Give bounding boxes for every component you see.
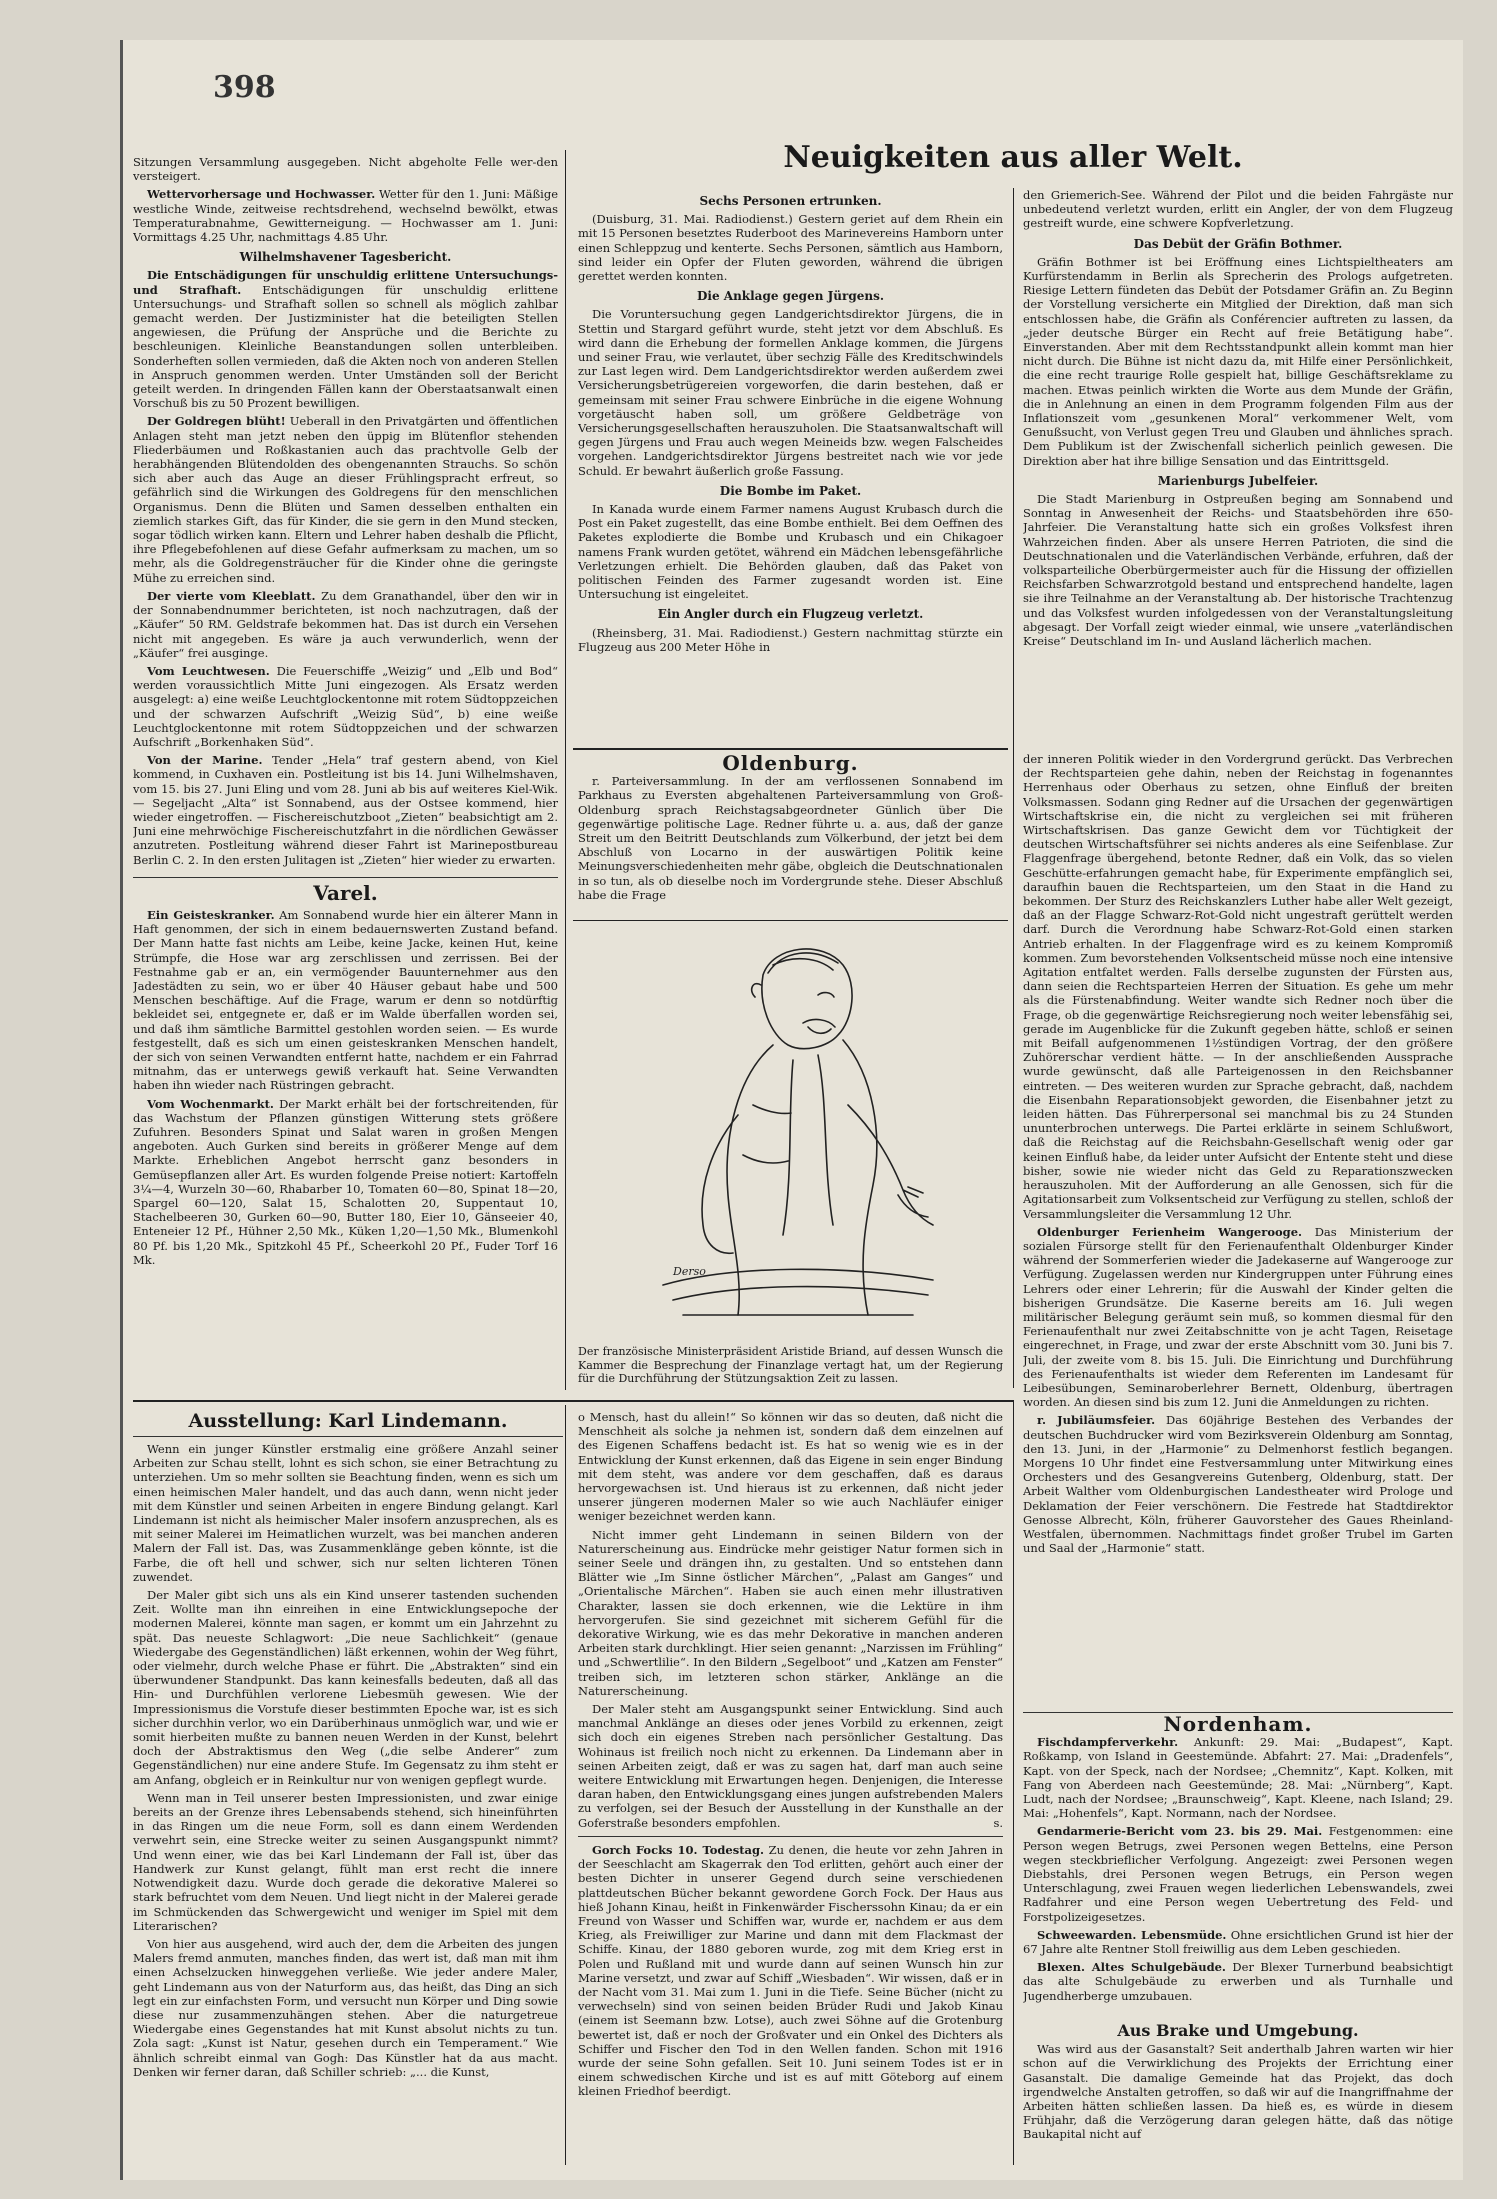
column-right-mid: [1023, 752, 1453, 1707]
ausstellung-p4: Von hier aus ausgehend, wird auch der, dem die Arbeiten des jungen Malers fremd anmuten, manches finden, das wert ist, daß man mit ihm einen Achselzucken hinweggehen verließe. Wie jeder andere Maler, geht Lindemann aus von der Naturform aus, das heißt, das Ding an sich legt ein zur einfachsten Form, und versucht nun Körper und Ding sowie diese nur zusammenzuhängen stehen. Aber die naturgetreue Wiedergabe eines Gegenstandes hat mit Kunst absolut nichts zu tun. Zola sagt: „Kunst ist Natur, gesehen durch ein Temperament.“ Wie ähnlich schreibt einmal van Gogh: Das Künstler hat da aus macht. Denken wir ferner daran, daß Schiller schrieb: „... die Kunst,: [133, 1936, 558, 2079]
ausstellung-p7-text: Der Maler steht am Ausgangspunkt seiner Entwicklung. Sind auch manchmal Anklänge an dieses oder jenes Vorbild zu erkennen, zeigt sich doch ein eigenes Streben nach persönlicher Gestaltung. Das Wohinaus ist freilich noch nicht zu erkennen. Da Lindemann aber in seinen Arbeiten zeigt, daß er was zu sagen hat, darf man auch seine weitere Entwicklung mit Erwartungen hegen. Denjenigen, die Interesse daran haben, den Entwicklungsgang eines jungen aufstrebenden Malers zu verfolgen, sei der Besuch der Ausstellung in der Kunsthalle an der Goferstraße besonders empfohlen.: [578, 1702, 1003, 1830]
entschaedigung-item: [133, 268, 558, 410]
blexen-text: Der Blexer Turnerbund beabsichtigt das alte Schulgebäude zu erwerben und als Turnhalle und Jugendherberge umzubauen.: [1023, 1960, 1453, 2003]
oldenburg-text: r. Parteiversammlung. In der am verflossenen Sonnabend im Parkhaus zu Eversten abgehaltenen Parteiversammlung von Groß-Oldenburg sprach Reichstagsabgeordneter Günlich über Die gegenwärtige politische Lage. Redner führte u. a. aus, daß der ganze Streit um den Beitritt Deutschlands zum Völkerbund, der jetzt bei dem Abschluß von Locarno in der auswärtigen Politik keine Meinungsverschiedenheiten mehr gäbe, obgleich die Deutschnationalen in so tun, als ob dieselbe noch im Vordergrunde stehe. Dieser Abschluß habe die Frage: [578, 774, 1003, 902]
column-divider: [565, 1405, 566, 2165]
kleeblatt-item: [133, 589, 558, 660]
bombe-text: In Kanada wurde einem Farmer namens August Krubasch durch die Post ein Paket zugestellt, das eine Bombe enthielt. Bei dem Oeffnen des Paketes explodierte die Bombe und Krubasch und ein Chikagoer namens Frank wurden getötet, während ein Mädchen lebensgefährliche Verletzungen erhielt. Die Behörden glauben, daß das Paket von politischen Feinden des Farmer zugesandt worden ist. Eine Untersuchung ist eingeleitet.: [578, 502, 1003, 602]
cartoon-moustache: [803, 1020, 835, 1034]
blexen-item: [1023, 1960, 1453, 2003]
leuchtwesen-text: Die Feuerschiffe „Weizig“ und „Elb und Bod“ werden voraussichtlich Mitte Juni eingezogen. Als Ersatz werden ausgelegt: a) eine weiße Leuchtglockentonne mit rotem Südtoppzeichen und der schwarzen Aufschrift „Weizig Süd“, b) eine weiße Leuchtglockentonne mit rotem Südtoppzeichen und der schwarzen Aufschrift „Borkenhaken Süd“.: [133, 663, 558, 749]
kleeblatt-lead: Der vierte vom Kleeblatt.: [147, 588, 316, 603]
geisteskranker-item: [133, 908, 558, 1093]
oldenburg-bottom-rule: [573, 920, 1008, 921]
kleeblatt-text: Zu dem Granathandel, über den wir in der Sonnabendnummer berichteten, ist noch nachzutragen, daß der „Käufer“ 50 RM. Geldstrafe bekommen hat. Das ist durch ein Versehen nicht mit angegeben. Es wäre ja auch verwunderlich, wenn der „Käufer“ frei ausginge.: [133, 588, 558, 660]
cartoon-eye: [818, 993, 834, 997]
cartoon-caption: Der französische Ministerpräsident Aristide Briand, auf dessen Wunsch die Kammer die Besprechung der Finanzlage vertagt hat, um der Regierung für die Durchführung der Stützungsaktion Zeit zu lassen.: [578, 1345, 1003, 1385]
cartoon-arm: [848, 1105, 933, 1225]
nordenham-heading: Nordenham.: [1023, 1712, 1453, 1735]
anklage-text: Die Voruntersuchung gegen Landgerichtsdirektor Jürgens, die in Stettin und Stargard geführt wurde, steht jetzt vor dem Abschluß. Es wird dann die Erhebung der formellen Anklage kommen, die Jürgens und seiner Frau, wie verlautet, über sechzig Fälle des Kreditschwindels zur Last legen wird. Dem Landgerichtsdirektor werden außerdem zwei Versicherungsbetrügereien vorgeworfen, die darin bestehen, daß er gemeinsam mit seiner Frau schwere Einbrüche in die eigene Wohnung vorgetäuscht haben soll, um größere Geldbeträge von Versicherungsgesellschaften herauszuholen. Die Staatsanwaltschaft will gegen Jürgens und Frau auch wegen Meineids bzw. wegen Falscheides vorgehen. Landgerichtsdirektor Jürgens bestreitet nach wie vor jede Schuld. Er bewahrt äußerlich große Fassung.: [578, 307, 1003, 478]
brake-text: Was wird aus der Gasanstalt? Seit anderthalb Jahren warten wir hier schon auf die Verwirklichung des Projekts der Errichtung einer Gasanstalt. Die damalige Gemeinde hat das Projekt, das doch irgendwelche Anstalten getroffen, so daß wir auf die Inangriffnahme der Arbeiten hätten schließen lassen. Da hieß es, es würde in diesem Frühjahr, daß die Verzögerung daran gelegen hätte, daß das nötige Baukapital nicht auf: [1023, 2042, 1453, 2142]
angler-text: (Rheinsberg, 31. Mai. Radiodienst.) Gestern nachmittag stürzte ein Flugzeug aus 200 Meter Höhe in: [578, 625, 1003, 654]
cartoon-coat-lines: [743, 1055, 833, 1235]
jubilaeum-lead: r. Jubiläumsfeier.: [1037, 1413, 1156, 1428]
debut-heading: Das Debüt der Gräfin Bothmer.: [1133, 236, 1343, 251]
goldregen-text: Ueberall in den Privatgärten und öffentlichen Anlagen steht man jetzt neben den üppig im Blütenflor stehenden Fliederbäumen und Roßkastanien auch das prachtvolle Gelb der herabhängenden Blütendolden des obengenannten Strauchs. So schön sich aber auch das Auge an dieser Frühlingspracht erfreut, so gefährlich sind die Wirkungen des Goldregens für den menschlichen Organismus. Denn die Blüten und Samen desselben enthalten ein ziemlich starkes Gift, das für Kinder, die sie gern in den Mund stecken, sogar tödlich wirken kann. Eltern und Lehrer haben deshalb die Pflicht, ihre Pflegebefohlenen auf diese Gefahr aufmerksam zu machen, um so mehr, als die Goldregensträucher für die Kinder ohne die geringste Mühe zu erreichen sind.: [133, 414, 558, 585]
jubilaeum-item: [1023, 1413, 1453, 1555]
ausstellung-signature: s.: [993, 1815, 1003, 1830]
ausstellung-heading: Ausstellung: Karl Lindemann.: [133, 1410, 563, 1437]
marine-item: [133, 753, 558, 867]
ausstellung-p6: Nicht immer geht Lindemann in seinen Bildern von der Naturerscheinung aus. Eindrücke mehr geistiger Natur formen sich in seiner Seele und drängen ihn, zu gestalten. Und so entstehen dann Blätter wie „Im Sinne östlicher Märchen“, „Palast am Ganges“ und „Orientalische Märchen“. Haben sie auch einen mehr illustrativen Charakter, lassen sie doch erkennen, wie die Lektüre in ihm hervorgerufen. Sie sind gezeichnet mit sicherem Gefühl für die dekorative Wirkung, wie es das mehr Dekorative in manchen anderen Arbeiten stark durchklingt. Hier seien genannt: „Narzissen im Frühling“ und „Schwertlilie“. In den Bildern „Segelboot“ und „Katzen am Fenster“ treiben sich, im letzteren schon stärker, Anklänge an die Naturerscheinung.: [578, 1527, 1003, 1698]
debut-text: Gräfin Bothmer ist bei Eröffnung eines Lichtspieltheaters am Kurfürstendamm in Berlin als Sprecherin des Prologs aufgetreten. Riesige Lettern fündeten das Debüt der Potsdamer Gräfin an. Zu Beginn der Vorstellung versicherte ein Mitglied der Direktion, daß man sich entschlossen habe, die Gräfin als Conférencier auftreten zu lassen, da „jeder deutsche Bürger ein Recht auf freie Betätigung habe“. Einverstanden. Aber mit dem Rechtsstandpunkt allein kommt man hier nicht durch. Die Bühne ist nicht dazu da, mit Hilfe einer Persönlichkeit, die eine recht traurige Rolle gespielt hat, billige Geschäftsreklame zu machen. Etwas peinlich wirkten die Worte aus dem Munde der Gräfin, die in Anlehnung an einen in dem Programm folgenden Film aus der Inflationszeit vom „gesunkenen Moral“ verkommener Welt, vom Genußsucht, von Verlust gegen Treu und Glauben und ähnliches sprach. Dem Publikum ist der Zwischenfall sicherlich peinlich gewesen. Die Direktion aber hat ihre billige Sensation und das Eintrittsgeld.: [1023, 254, 1453, 468]
gendarmerie-item: [1023, 1824, 1453, 1923]
schweewarden-item: [1023, 1928, 1453, 1956]
weather-text: Wetter für den 1. Juni: Mäßige westliche Winde, zeitweise rechtsdrehend, wechselnd bewölkt, etwas Temperaturabnahme, Gewitterneigung. — Hochwasser am 1. Juni: Vormittags 4.25 Uhr, nachmittags 4.85 Uhr.: [133, 187, 558, 245]
leuchtwesen-lead: Vom Leuchtwesen.: [147, 663, 270, 678]
column-neuigkeiten: [578, 188, 1003, 738]
parteiversammlung-continued: der inneren Politik wieder in den Vordergrund gerückt. Das Verbrechen der Rechtsparteien gehe dahin, neben der Reichstag in fogenanntes Herrenhaus oder Oberhaus zu setzen, ohne Einfluß der breiten Volksmassen. Sodann ging Redner auf die Ursachen der gegenwärtigen Wirtschaftskrise ein, die nicht zu vergleichen sei mit früheren Wirtschaftskrisen. Das ganze Gewicht dem vor Tüchtigkeit der deutschen Wirtschaftsführer sei nichts anderes als eine Seifenblase. Zur Flaggenfrage übergehend, betonte Redner, daß ein Volk, das so vielen Geschütte-erfahrungen gemacht habe, für Experimente empfänglich sei, daraufhin bauen die Rechtsparteien, um den Staat in die Hand zu bekommen. Der Sturz des Reichskanzlers Luther habe aller Welt gezeigt, daß an der Flagge Schwarz-Rot-Gold nicht ungestraft gerüttelt werden darf. Durch die Verordnung habe Schwarz-Rot-Gold einen starken Antrieb erhalten. In der Flaggenfrage wird es zu keinem Kompromiß kommen. Zum bevorstehenden Volksentscheid müsse noch eine intensive Agitation entfaltet werden. Falls derselbe zugunsten der Fürsten aus, dann seien die Rechtsparteien Herren der Situation. Es gehe um mehr als die Fürstenabfindung. Weiter wandte sich Redner noch über die Frage, ob die gegenwärtige Reichsregierung noch weiter lebensfähig sei, gerade im Augenblicke für die Zukunft gegeben hätte, schloß er seinen mit Beifall aufgenommenen 1½stündigen Vortrag, der den größere Zuhörerschar verdient hätte. — In der anschließenden Aussprache wurde gewünscht, daß alle Parteigenossen in den Reichsbanner eintreten. — Des weiteren wurden zur Sprache gebracht, daß, nachdem die Eisenbahn Reparationsobjekt geworden, die Eisenbahner jetzt zu leiden hätten. Das Führerpersonal sei manchmal bis zu 24 Stunden ununterbrochen unterwegs. Die Partei erklärte in seinem Schlußwort, daß die Reichstag auf die Reichsbahn-Gesellschaft wenig oder gar keinen Einfluß habe, da leider unter Aufsicht der Entente steht und diese bisher, sowie nie wieder nicht das Geld zu Reparationszwecken herauszuholen. Mit der Aufforderung an alle Genossen, sich für die Agitationsarbeit zum Volksentscheid zur Verfügung zu stellen, schloß der Versammlungsleiter die Versammlung 12 Uhr.: [1023, 752, 1453, 1221]
ferienheim-lead: Oldenburger Ferienheim Wangerooge.: [1037, 1224, 1303, 1239]
cartoon-body: [727, 1040, 877, 1315]
goldregen-item: [133, 414, 558, 584]
marine-text: Tender „Hela“ traf gestern abend, von Kiel kommend, in Cuxhaven ein. Postleitung ist bis 14. Juni Wilhelmshaven, vom 15. bis 27. Juni Eling und vom 28. Juni ab bis auf weiteres Kiel-Wik. — Segeljacht „Alta“ ist Sonnabend, aus der Ostsee kommend, hier wieder eingetroffen. — Fischereischutzboot „Zieten“ beabsichtigt am 2. Juni eine mehrwöchige Fischereischutzfahrt in die nördlichen Gewässer anzutreten. Postleitung während dieser Fahrt ist Marinepostbureau Berlin C. 2. In den ersten Julitagen ist „Zieten“ hier wieder zu erwarten.: [133, 753, 558, 867]
ausstellung-p2: Der Maler gibt sich uns als ein Kind unserer tastenden suchenden Zeit. Wollte man ihn einreihen in eine Entwicklungsepoche der modernen Malerei, könnte man sagen, er kommt um ein Jahrzehnt zu spät. Das neueste Schlagwort: „Die neue Sachlichkeit“ (genaue Wiedergabe des Gegenständlichen) läßt erkennen, wohin der Weg führt, oder vielmehr, durch welche Phase er führt. Die „Abstrakten“ sind ein überwundener Standpunkt. Das kann keinesfalls bedeuten, daß all das Hin- und Durchfühlen verlorene Liebesmüh gewesen. Wie der Impressionismus die Vorstufe dieser bestimmten Epoche war, ist es sich sicher durchhin verlor, wo ein Darüberhinaus unmöglich war, und wie er somit hierbeiten mußte zu bannen neuen Werden in der Kunst, belehrt doch der Abstraktismus den Weg („die selbe Anderer“ zum Gegenständlichen) nur eine andere Stufe. Im Gegensatz zu ihm steht er am Anfang, obgleich er in Reinkultur nur von wenigen gepflegt wurde.: [133, 1588, 558, 1787]
column-left: [133, 155, 558, 1385]
geisteskranker-lead: Ein Geisteskranker.: [147, 907, 275, 922]
anklage-heading: Die Anklage gegen Jürgens.: [696, 289, 885, 304]
schweewarden-lead: Schweewarden. Lebensmüde.: [1037, 1927, 1227, 1942]
gorch-text: Zu denen, die heute vor zehn Jahren in der Seeschlacht am Skagerrak den Tod erlitten, gehört auch einer der besten Dichter in unserer Gegend durch seine verschiedenen plattdeutschen Bücher bekannt gewordene Gorch Fock. Der Haus aus hieß Johann Kinau, heißt in Finkenwärder Fischerssohn Kinau; da er ein Freund von Wasser und Schiffen war, wurde er, nachdem er aus dem Krieg, als Freiwilliger zur Marine und dann mit dem Flackmast der Schiffe. Kinau, der 1880 geboren wurde, zog mit dem Krieg erst in Polen und Rußland mit und wurde dann auf seinen Wunsch hin zur Marine versetzt, und zwar auf Schiff „Wiesbaden“. Wir wissen, daß er in der Nacht vom 31. Mai zum 1. Juni in die Tiefe. Seine Bücher (nicht zu verwechseln) sind von seinen beiden Brüder Rudi und Jakob Kinau (einem ist Seemann bzw. Lotse), auch zwei Söhne auf die Grotenburg bewertet ist, daß er noch der Großvater und ein Onkel des Dichters als Schiffer und Fischer den Tod in den Wellen fanden. Schon mit 1916 wurde der seine Sohn gefallen. Seit 10. Juni seinem Todes ist er in einem schwedischen Kirche und ist es auf mitt Göteborg auf einem kleinen Friedhof beerdigt.: [578, 1842, 1003, 2099]
ausstellung-p1: Wenn ein junger Künstler erstmalig eine größere Anzahl seiner Arbeiten zur Schau stellt, lohnt es sich schon, sie einer Betrachtung zu unterziehen. Um so mehr sollten sie Beachtung finden, wenn es sich um einen heimischen Maler handelt, und das auch dann, wenn nicht jeder mit dem Künstler und seinen Arbeiten in engere Bindung gelangt. Karl Lindemann ist nicht als heimischer Maler insofern anzusprechen, als es mit seiner Malerei im Heimatlichen wurzelt, was bei manchen anderen Malern der Fall ist. Das, was Zusammenklänge geben könnte, ist die Farbe, die oft hell und schwer, sich nur selten lichteren Tönen zuwendet.: [133, 1442, 558, 1584]
intro-text: Sitzungen Versammlung ausgegeben. Nicht abgeholte Felle wer-den versteigert.: [133, 155, 558, 184]
neuigkeiten-heading: Neuigkeiten aus aller Welt.: [783, 140, 1243, 175]
entschaedigung-lead: Die Entschädigungen für unschuldig erlittene Untersuchungs- und Strafhaft.: [133, 268, 558, 297]
section-rule: [133, 1400, 1013, 1402]
column-divider: [1013, 188, 1014, 1388]
cartoon-signature: Derso: [673, 1265, 706, 1278]
fischdampfer-lead: Fischdampferverkehr.: [1037, 1735, 1179, 1750]
gorch-item: [578, 1843, 1003, 2099]
ausstellung-p3: Wenn man in Teil unserer besten Impressionisten, und zwar einige bereits an der Grenze ihres Lebensabends stehend, sich hineinführten in das Ringen um die neue Form, soll es dann einem Werdenden verwehrt sein, eine Strecke weiter zu seinen Ausgangspunkt nimmt? Und wenn einer, wie das bei Karl Lindemann der Fall ist, über das Handwerk zur Kunst gelangt, fühlt man erst recht die innere Notwendigkeit dazu. Wurde doch gerade die dekorative Malerei so stark befruchtet vom dem Neuen. Und liegt nicht in der Malerei gerade im Schmückenden das Schwergewicht und weniger im Spiel mit dem Literarischen?: [133, 1790, 558, 1933]
marine-lead: Von der Marine.: [147, 753, 263, 768]
sechs-heading: Sechs Personen ertrunken.: [699, 194, 882, 208]
marienburg-text: Die Stadt Marienburg in Ostpreußen beging am Sonnabend und Sonntag in Anwesenheit der Reichs- und Staatsbehörden ihre 650-Jahrfeier. Die Veranstaltung hatte sich ein großes Volksfest ihren Wahrzeichen finden. Aber als unsere Herren Patrioten, die sind die Deutschnationalen und die Vaterländischen Verbände, erfuhren, daß der volksparteiliche Oberbürgermeister auch für die Hissung der offiziellen Reichsfarben Schwarzrotgold bestand und entsprechend handelte, lagen sie ihre Teilnahme an der Veranstaltung ab. Der historische Trachtenzug und das Volksfest wurden infolgedessen von der Veranstaltungsleitung abgesagt. Der Vorfall zeigt wieder einmal, wie unsere „vaterländischen Kreise“ Deutschland im In- und Ausland lächerlich machen.: [1023, 492, 1453, 649]
ausstellung-col2: [578, 1410, 1003, 2165]
column-right-top: [1023, 188, 1453, 738]
brake-section: [1023, 2018, 1453, 2168]
ferienheim-item: [1023, 1225, 1453, 1410]
cartoon-hair: [752, 953, 838, 997]
nordenham-section: [1023, 1712, 1453, 2012]
ausstellung-col1: [133, 1442, 558, 2162]
weather-item: [133, 187, 558, 244]
gorch-rule: [578, 1836, 1003, 1837]
sechs-text: (Duisburg, 31. Mai. Radiodienst.) Gestern geriet auf dem Rhein ein mit 15 Personen besetztes Ruderboot des Marinevereins Hamborn unter einen Schleppzug und kenterte. Sechs Personen, sämtlich aus Hamborn, sind leider ein Opfer der Fluten geworden, während die übrigen gerettet werden konnten.: [578, 212, 1003, 284]
column-divider: [1013, 1400, 1014, 2165]
oldenburg-top-rule: [573, 748, 1008, 750]
marienburg-heading: Marienburgs Jubelfeier.: [1157, 473, 1319, 488]
oldenburg-section: [578, 752, 1003, 917]
briand-cartoon: [643, 935, 943, 1340]
jubilaeum-text: Das 60jährige Bestehen des Verbandes der deutschen Buchdrucker wird vom Bezirksverein Oldenburg am Sonntag, den 13. Juni, in der „Harmonie“ zu Delmenhorst festlich begangen. Morgens 10 Uhr findet eine Festversammlung unter Mitwirkung eines Orchesters und des Gesangvereins Gutenberg, Oldenburg, statt. Der Arbeit Walther vom Oldenburgischen Landestheater wird Prologe und Deklamation der Feier verschönern. Die Festrede hat Stadtdirektor Genosse Albrecht, Köln, früherer Gauvorsteher des Gaues Rheinland-Westfalen, übernommen. Nachmittags findet großer Trubel im Garten und Saal der „Harmonie“ statt.: [1023, 1413, 1453, 1556]
ausstellung-p5: o Mensch, hast du allein!“ So können wir das so deuten, daß nicht die Menschheit als solche ja nehmen ist, sondern daß dem einzelnen auf des Eigenen Schaffens bedacht ist. Es hat so wenig wie es in der Entwicklung der Kunst erkennen, daß das Eigene in sein enger Bindung mit dem steht, was andere vor dem geschaffen, daß es daraus hervorgewachsen ist. Und hieraus ist zu erkennen, daß nicht jeder unserer jüngeren modernen Maler so wie auch Nachläufer einiger weniger bezeichnet werden kann.: [578, 1410, 1003, 1524]
bombe-heading: Die Bombe im Paket.: [719, 483, 862, 498]
ausstellung-p7: [578, 1702, 1003, 1830]
wochenmarkt-item: [133, 1097, 558, 1267]
fischdampfer-item: [1023, 1735, 1453, 1820]
geisteskranker-text: Am Sonnabend wurde hier ein älterer Mann in Haft genommen, der sich in einem bedauernswerten Zustand befand. Der Mann hatte fast nichts am Leibe, keine Jacke, keinen Hut, keine Strümpfe, die Hose war arg zerschlissen und zerrissen. Bei der Festnahme gab er an, ein vermögender Bauunternehmer aus den Jadestädten zu sein, wo er über 40 Häuser gebaut habe und 500 Menschen beschäftige. Auf die Frage, warum er denn so notdürftig bekleidet sei, entgegnete er, daß er im Walde überfallen worden sei, und daß ihm sämtliche Barmittel gestohlen worden seien. — Es wurde festgestellt, daß es sich um einen geisteskranken Menschen handelt, der sich von seinen Verwandten entfernt hatte, nachdem er ein Fahrrad mitnahm, das er unterwegs gewiß verkauft hat. Seine Verwandten haben ihn wieder nach Rüstringen gebracht.: [133, 907, 558, 1093]
angler-continued: den Griemerich-See. Während der Pilot und die beiden Fahrgäste nur unbedeutend verletzt wurden, erlitt ein Angler, der von dem Flugzeug gestreift wurde, eine schwere Kopfverletzung.: [1023, 188, 1453, 231]
fischdampfer-text: Ankunft: 29. Mai: „Budapest“, Kapt. Roßkamp, von Island in Geestemünde. Abfahrt: 27. Mai: „Dradenfels“, Kapt. von der Speck, nach der Nordsee; „Chemnitz“, Kapt. Kolken, mit Fang von Aberdeen nach Geestemünde; 28. Mai: „Nürnberg“, Kapt. Ludt, nach der Nordsee; „Braunschweig“, Kapt. Kleene, nach Island; 29. Mai: „Hohenfels“, Kapt. Normann, nach der Nordsee.: [1023, 1735, 1453, 1821]
blexen-lead: Blexen. Altes Schulgebäude.: [1037, 1960, 1226, 1975]
goldregen-lead: Der Goldregen blüht!: [147, 414, 286, 429]
wochenmarkt-text: Der Markt erhält bei der fortschreitenden, für das Wachstum der Pflanzen günstigen Witterung stets größere Zufuhren. Besonders Spinat und Salat waren in großen Mengen angeboten. Auch Gurken sind bereits in größerer Menge auf dem Markte. Erheblichen Angebot herrscht ganz besonders in Gemüsepflanzen aller Art. Es wurden folgende Preise notiert: Kartoffeln 3¼—4, Wurzeln 30—60, Rhabarber 10, Tomaten 60—80, Spinat 18—20, Spargel 60—120, Salat 15, Schalotten 20, Suppentaut 10, Stachelbeeren 30, Gurken 60—90, Butter 180, Eier 10, Gänseeier 40, Enteneier 12 Pf., Hühner 2,50 Mk., Küken 1,20—1,50 Mk., Blumenkohl 80 Pf. bis 1,20 Mk., Spitzkohl 45 Pf., Scheerkohl 20 Pf., Fuder Torf 16 Mk.: [133, 1096, 558, 1267]
wilhelmshaven-heading: Wilhelmshavener Tagesbericht.: [239, 250, 452, 265]
page-number: 398: [213, 70, 276, 105]
newspaper-page: [120, 40, 1463, 2180]
entschaedigung-text: Entschädigungen für unschuldig erlittene Untersuchungs- und Strafhaft sollen so schnell als möglich zahlbar gemacht werden. Der Justizminister hat die beteiligten Stellen angewiesen, die Prüfung der Ansprüche und die Berichte zu beschleunigen. Kleinliche Beanstandungen sollen unterbleiben. Sonderheften sollen vermieden, daß die Akten noch von anderen Stellen in Anspruch genommen werden. Unter Umständen soll der Bericht geteilt werden. In dringenden Fällen kann der Oberstaatsanwalt einen Vorschuß bis zu 50 Prozent bewilligen.: [133, 282, 558, 411]
oldenburg-heading: Oldenburg.: [722, 752, 859, 775]
brake-heading: Aus Brake und Umgebung.: [1117, 2021, 1359, 2040]
gorch-lead: Gorch Focks 10. Todestag.: [592, 1842, 765, 1857]
gendarmerie-text: Festgenommen: eine Person wegen Betrugs, zwei Personen wegen Bettelns, eine Person wegen steckbrieflicher Verfolgung. Angezeigt: zwei Personen wegen Diebstahls, drei Personen wegen Betrugs, ein Person wegen Unterschlagung, zwei Frauen wegen liederlichen Lebenswandels, zwei Radfahrer und eine Person wegen Uebertretung des Feld- und Forstpolizeigesetzes.: [1023, 1824, 1453, 1924]
gendarmerie-lead: Gendarmerie-Bericht vom 23. bis 29. Mai.: [1037, 1824, 1323, 1839]
ferienheim-text: Das Ministerium der sozialen Fürsorge stellt für den Ferienaufenthalt Oldenburger Kinder während der Sommerferien wieder die Jadekaserne auf Wangerooge zur Verfügung. Zugelassen werden nur Kindergruppen unter Führung eines Lehrers oder einer Lehrerin; für die Auswahl der Kinder gelten die bisherigen Grundsätze. Die Kaserne bereits am 16. Juli wegen militärischer Belegung geräumt sein muß, so kommen diesmal für den Ferienaufenthalt nur zwei Zeitabschnitte von je acht Tagen, Reisetage eingerechnet, in Frage, und zwar der erste Abschnitt vom 30. Juni bis 7. Juli, der zweite vom 8. bis 15. Juli. Die Einrichtung und Durchführung des Ferienaufenthalts ist wieder dem Referenten im Landesamt für Leibesübungen, Seminaroberlehrer Bernett, Oldenburg, übertragen worden. An diesen sind bis zum 12. Juni die Anmeldungen zu richten.: [1023, 1224, 1453, 1410]
wochenmarkt-lead: Vom Wochenmarkt.: [147, 1096, 274, 1111]
weather-lead: Wettervorhersage und Hochwasser.: [147, 187, 376, 202]
schweewarden-text: Ohne ersichtlichen Grund ist hier der 67 Jahre alte Rentner Stoll freiwillig aus dem Leben geschieden.: [1023, 1927, 1453, 1957]
varel-heading: Varel.: [133, 877, 558, 900]
angler-heading: Ein Angler durch ein Flugzeug verletzt.: [657, 607, 924, 622]
leuchtwesen-item: [133, 664, 558, 749]
column-divider: [565, 150, 566, 1390]
